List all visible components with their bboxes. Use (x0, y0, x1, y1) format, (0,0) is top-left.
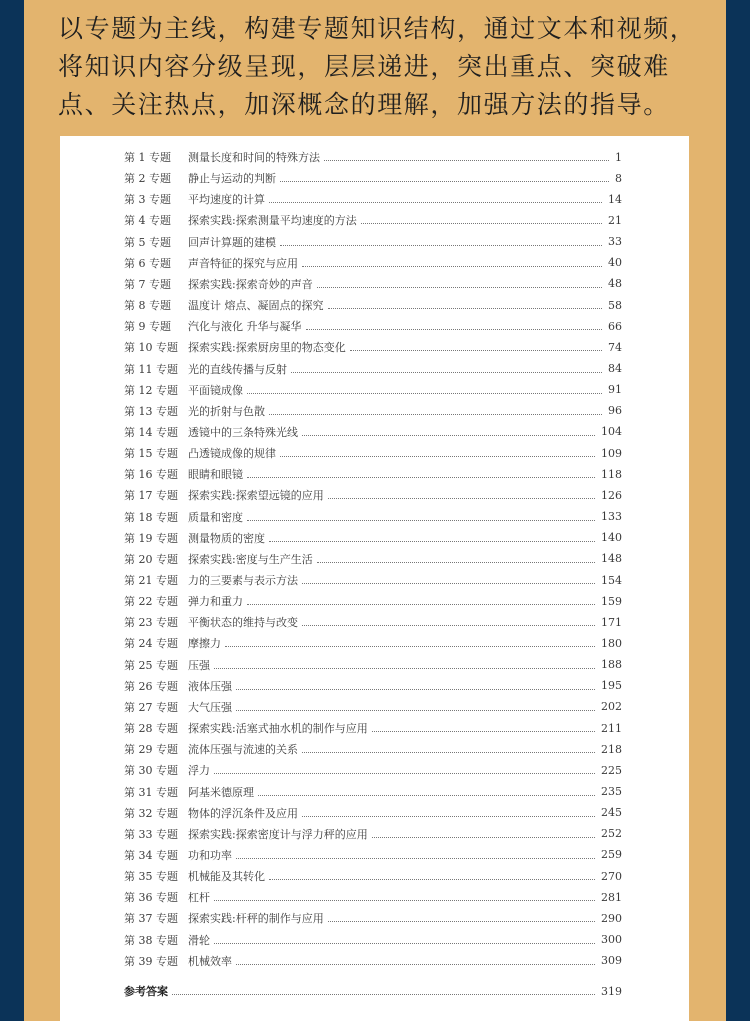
dot-leader (247, 603, 595, 605)
toc-entry (124, 210, 622, 230)
dot-leader (328, 307, 603, 309)
toc-entry-page: 202 (601, 700, 622, 714)
toc-entry (124, 274, 622, 294)
headline: 以专题为主线，构建专题知识结构，通过文本和视频，将知识内容分级呈现，层层递进，突出重点、突破难点、关注热点，加深概念的理解，加强方法的指导。 (58, 14, 697, 119)
toc-entry-page: 211 (601, 721, 622, 735)
dot-leader (214, 899, 595, 901)
toc-entry-number: 第 3 专题 (124, 193, 171, 207)
dot-leader (328, 920, 595, 922)
toc-entry-number: 第 4 专题 (124, 214, 171, 228)
dot-leader (302, 582, 595, 584)
toc-entry (124, 782, 622, 802)
toc-entry-number: 第 26 专题 (124, 679, 178, 693)
toc-entry-page: 148 (601, 552, 622, 566)
toc-entry-title: 力的三要素与表示方法 (188, 574, 298, 587)
toc-entry (124, 549, 622, 569)
dot-leader (372, 730, 595, 732)
toc-entry (124, 253, 622, 273)
toc-entry-page: 171 (601, 615, 622, 629)
toc-entry-number: 第 13 专题 (124, 404, 178, 418)
dot-leader (280, 180, 609, 182)
toc-entry (124, 316, 622, 336)
toc-entry (124, 930, 622, 950)
toc-entry-title: 光的直线传播与反射 (188, 362, 287, 376)
dot-leader (236, 709, 595, 711)
toc-entry (124, 464, 622, 484)
toc-entry (124, 295, 622, 315)
toc-entry-number: 第 8 专题 (124, 299, 171, 313)
toc-entry-number: 第 14 专题 (124, 425, 178, 439)
toc-entry-title: 弹力和重力 (188, 595, 243, 609)
toc-entry-title: 机械能及其转化 (188, 870, 265, 884)
toc-entry-number: 第 2 专题 (124, 172, 171, 186)
toc-entry (124, 380, 622, 400)
toc-entry-page: 8 (615, 171, 622, 185)
toc-entry-page: 14 (608, 192, 622, 206)
toc-entry-number: 第 28 专题 (124, 722, 178, 736)
toc-entry-title: 探索实践:探索测量平均速度的方法 (188, 214, 357, 228)
toc-entry-page: 21 (608, 213, 622, 227)
dot-leader (291, 371, 602, 373)
toc-entry-number: 第 15 专题 (124, 447, 178, 461)
toc-entry (124, 232, 622, 252)
toc-entry (124, 739, 622, 759)
toc-entry-number: 第 5 专题 (124, 235, 171, 249)
toc-entry-title: 浮力 (188, 764, 210, 778)
toc-entry (124, 401, 622, 421)
dot-leader (324, 159, 609, 161)
toc-entry-title: 测量物质的密度 (188, 531, 265, 545)
dot-leader (269, 540, 595, 542)
toc-entry-number: 第 25 专题 (124, 658, 178, 672)
toc-entry-page: 74 (608, 340, 622, 354)
toc-entry (124, 866, 622, 886)
dot-leader (269, 878, 595, 880)
toc-entry-number: 第 10 专题 (124, 341, 178, 355)
dot-leader (214, 772, 595, 774)
toc-entry-page: 91 (608, 383, 622, 397)
toc-entry-title: 光的折射与色散 (188, 404, 265, 418)
toc-entry-number: 第 9 专题 (124, 320, 171, 334)
toc-entry-page: 235 (601, 785, 622, 798)
toc-entry-page: 154 (601, 573, 622, 587)
toc-entry-number: 第 29 专题 (124, 743, 178, 757)
toc-entry-number: 第 12 专题 (124, 383, 178, 397)
toc-entry (124, 760, 622, 780)
toc-entry-page: 40 (608, 256, 622, 270)
toc-entry-title: 探索实践:探索望远镜的应用 (188, 489, 324, 503)
toc-entry-page: 245 (601, 806, 622, 820)
toc-entry-title: 探索实践:探索厨房里的物态变化 (188, 341, 346, 355)
dot-leader (306, 328, 603, 330)
toc-entry-page: 126 (601, 488, 622, 502)
dot-leader (280, 455, 595, 457)
toc-entry-title: 眼睛和眼镜 (188, 468, 243, 482)
dot-leader (317, 561, 595, 563)
dot-leader (361, 222, 602, 224)
toc-entry-number: 第 38 专题 (124, 933, 178, 947)
toc-entry-page: 133 (601, 510, 622, 524)
toc-entry-title: 探索实践:探索密度计与浮力秤的应用 (188, 827, 368, 841)
toc-page (60, 136, 689, 1021)
toc-entry-number: 第 24 专题 (124, 637, 178, 651)
dot-leader (328, 497, 595, 499)
toc-entry-title: 回声计算题的建模 (188, 235, 276, 249)
toc-entry (124, 697, 622, 717)
toc-entry (124, 676, 622, 696)
toc-entry-page: 96 (608, 404, 622, 418)
toc-entry-title: 大气压强 (188, 700, 232, 714)
toc-entry (124, 591, 622, 611)
toc-entry-page: 195 (601, 679, 622, 693)
toc-entry (124, 485, 622, 505)
toc-entry-title: 声音特征的探究与应用 (188, 256, 298, 270)
toc-entry-number: 第 17 专题 (124, 489, 178, 503)
toc-entry-number: 第 1 专题 (124, 151, 171, 164)
toc-entry (124, 147, 622, 167)
toc-entry-page: 252 (601, 827, 622, 841)
toc-entry-title: 阿基米德原理 (188, 785, 254, 799)
dot-leader (302, 624, 595, 626)
toc-entry-page: 188 (601, 658, 622, 672)
toc-entry-number: 第 31 专题 (124, 785, 178, 799)
toc-entry-title: 物体的浮沉条件及应用 (188, 806, 298, 820)
toc-entry-number: 第 11 专题 (124, 362, 178, 376)
toc-entry (124, 803, 622, 823)
toc-entry-title: 流体压强与流速的关系 (188, 743, 298, 757)
toc-entry-title: 摩擦力 (188, 637, 221, 651)
toc-entry-page: 300 (601, 933, 622, 947)
dot-leader (317, 286, 602, 288)
toc-entry-title: 机械效率 (188, 954, 232, 968)
toc-entry (124, 824, 622, 844)
toc-entry-number: 第 20 专题 (124, 552, 178, 566)
dot-leader (236, 688, 595, 690)
toc-entry-page: 180 (601, 636, 622, 650)
dot-leader (269, 413, 602, 415)
toc-entry-title: 压强 (188, 658, 210, 672)
toc-entry-title: 质量和密度 (188, 510, 243, 524)
toc-entry (124, 337, 622, 357)
answers-page: 319 (601, 984, 622, 998)
toc-entry-number: 第 18 专题 (124, 510, 178, 524)
toc-entry-answers (124, 981, 622, 1001)
toc-entry-page: 290 (601, 911, 622, 925)
dot-leader (225, 645, 595, 647)
toc-entry-title: 平面镜成像 (188, 383, 243, 397)
answers-title: 参考答案 (124, 985, 168, 998)
toc-entry (124, 718, 622, 738)
toc-entry-title: 液体压强 (188, 679, 232, 693)
toc-entry (124, 887, 622, 907)
toc-entry (124, 612, 622, 632)
toc-entry-number: 第 32 专题 (124, 806, 178, 820)
dot-leader (247, 519, 595, 521)
dot-leader (302, 265, 602, 267)
toc-entry-number: 第 23 专题 (124, 616, 178, 630)
toc-entry (124, 908, 622, 928)
toc-entry-number: 第 6 专题 (124, 256, 171, 270)
dot-leader (269, 201, 602, 203)
toc-entry-title: 功和功率 (188, 848, 232, 862)
toc-entry-number: 第 34 专题 (124, 848, 178, 862)
dot-leader (302, 815, 595, 817)
toc-entry-number: 第 39 专题 (124, 954, 178, 968)
toc-entry-title: 探索实践:密度与生产生活 (188, 552, 313, 566)
toc-entry-number: 第 33 专题 (124, 827, 178, 841)
toc-entry-number: 第 30 专题 (124, 764, 178, 778)
toc-entry-number: 第 19 专题 (124, 531, 178, 545)
toc-entry-number: 第 27 专题 (124, 700, 178, 714)
dot-leader (258, 794, 595, 796)
toc-entry-page: 270 (601, 869, 622, 883)
toc-entry-number: 第 22 专题 (124, 595, 178, 609)
toc-entry-page: 259 (601, 848, 622, 862)
toc-entry (124, 189, 622, 209)
toc-entry-page: 109 (601, 446, 622, 460)
dot-leader (214, 942, 595, 944)
toc-entry-title: 探索实践:杆秤的制作与应用 (188, 912, 324, 926)
dot-leader (247, 476, 595, 478)
toc-entry (124, 422, 622, 442)
dot-leader (236, 857, 595, 859)
toc-entry-page: 66 (608, 319, 622, 333)
dot-leader (247, 392, 602, 394)
dot-leader (172, 993, 595, 995)
toc-entry (124, 570, 622, 590)
toc-entry-number: 第 21 专题 (124, 574, 178, 587)
dot-leader (372, 836, 595, 838)
toc-entry-title: 静止与运动的判断 (188, 172, 276, 186)
toc-entry-title: 杠杆 (188, 891, 210, 905)
toc-entry-title: 透镜中的三条特殊光线 (188, 425, 298, 439)
toc-entry-title: 温度计 熔点、凝固点的探究 (188, 299, 324, 313)
toc-entry-number: 第 16 专题 (124, 468, 178, 482)
table-of-contents (60, 136, 689, 1021)
toc-entry-page: 104 (601, 425, 622, 439)
dot-leader (302, 434, 595, 436)
toc-entry-page: 58 (608, 298, 622, 312)
toc-entry (124, 845, 622, 865)
toc-entry (124, 951, 622, 971)
dot-leader (280, 244, 602, 246)
toc-entry-title: 滑轮 (188, 933, 210, 947)
toc-entry-title: 平衡状态的维持与改变 (188, 616, 298, 630)
toc-entry-page: 281 (601, 890, 622, 904)
toc-entry (124, 633, 622, 653)
toc-entry-number: 第 37 专题 (124, 912, 178, 926)
toc-entry-title: 汽化与液化 升华与凝华 (188, 320, 302, 334)
toc-entry-number: 第 35 专题 (124, 870, 178, 884)
dot-leader (236, 963, 595, 965)
toc-entry-number: 第 7 专题 (124, 277, 171, 291)
toc-entry (124, 359, 622, 379)
dot-leader (350, 349, 602, 351)
toc-entry (124, 507, 622, 527)
toc-entry (124, 168, 622, 188)
toc-entry-page: 159 (601, 594, 622, 608)
toc-entry-title: 凸透镜成像的规律 (188, 447, 276, 461)
toc-entry-page: 309 (601, 954, 622, 968)
dot-leader (214, 667, 595, 669)
toc-entry-title: 探索实践:活塞式抽水机的制作与应用 (188, 722, 368, 736)
toc-entry-page: 48 (608, 277, 622, 291)
toc-entry (124, 655, 622, 675)
toc-entry (124, 443, 622, 463)
toc-entry-page: 218 (601, 742, 622, 756)
toc-entry-page: 225 (601, 763, 622, 777)
toc-entry-title: 平均速度的计算 (188, 193, 265, 207)
toc-entry-page: 33 (608, 235, 622, 249)
toc-entry-number: 第 36 专题 (124, 891, 178, 905)
toc-entry-page: 84 (608, 362, 622, 375)
toc-entry-page: 1 (615, 150, 622, 164)
toc-entry-page: 140 (601, 531, 622, 545)
toc-entry-title: 探索实践:探索奇妙的声音 (188, 277, 313, 291)
dot-leader (302, 751, 595, 753)
toc-entry-title: 测量长度和时间的特殊方法 (188, 151, 320, 164)
toc-entry-page: 118 (601, 467, 622, 481)
toc-entry (124, 528, 622, 548)
